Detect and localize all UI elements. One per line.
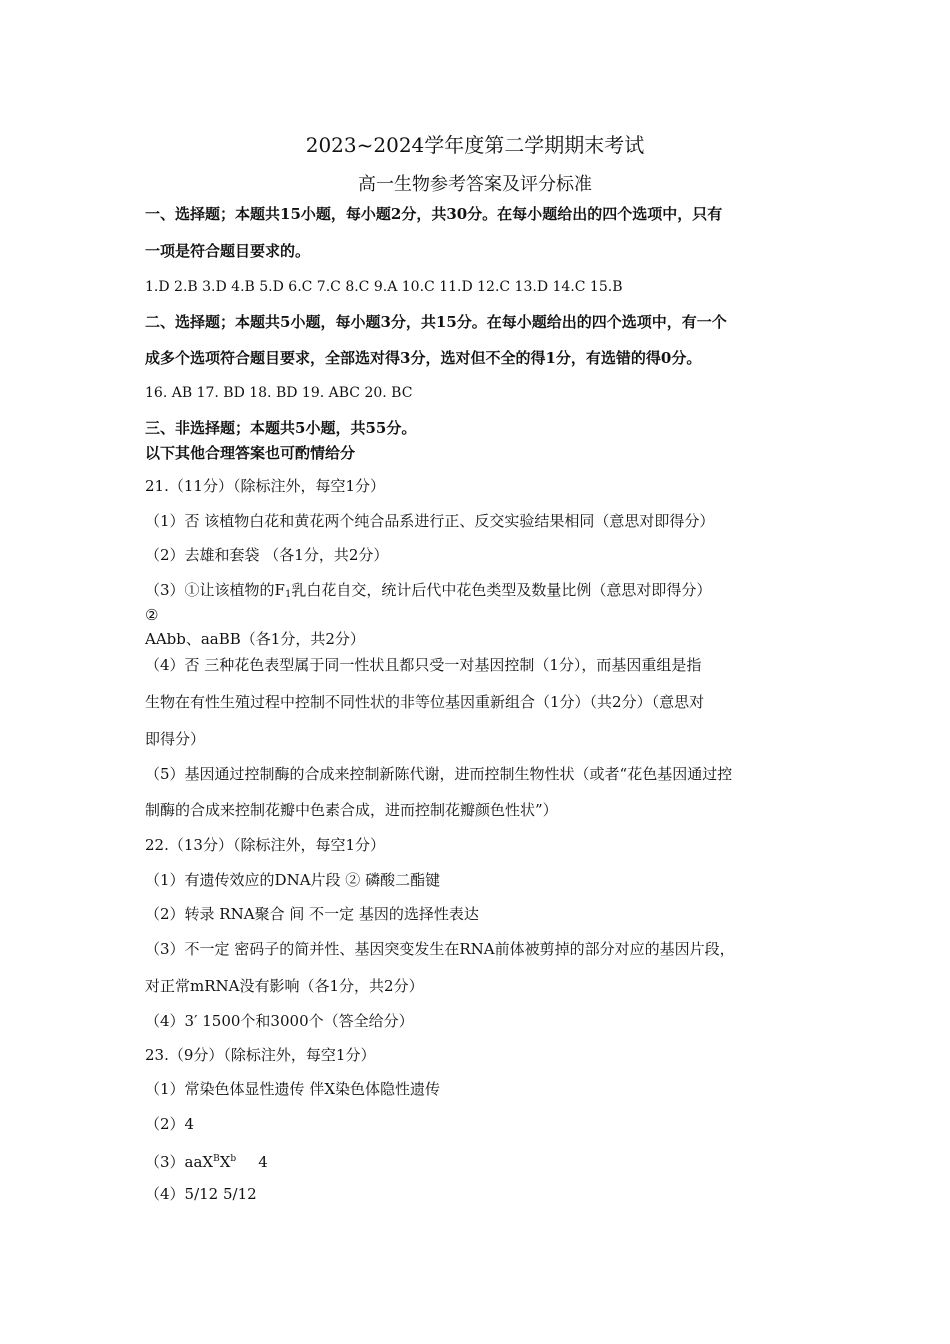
q21-header: 21.（11分）（除标注外，每空1分） <box>145 477 385 495</box>
section3-note: 以下其他合理答案也可酌情给分 <box>145 444 356 462</box>
q21-answer-3-sub: 1 <box>284 589 292 600</box>
q23-answer-3-label: （3）aaX <box>145 1153 214 1171</box>
q21-answer-3b: AAbb、aaBB（各1分，共2分） <box>145 630 365 648</box>
q22-answer-1: （1）有遗传效应的DNA片段 ② 磷酸二酯键 <box>145 871 441 889</box>
q22-header: 22.（13分）（除标注外，每空1分） <box>145 836 385 854</box>
q23-answer-3-mid: X <box>219 1153 231 1171</box>
q23-answer-2: （2）4 <box>145 1115 195 1133</box>
section2-heading-line2: 成多个选项符合题目要求，全部选对得3分，选对但不全的得1分，有选错的得0分。 <box>145 349 702 367</box>
section1-answers: 1.D 2.B 3.D 4.B 5.D 6.C 7.C 8.C 9.A 10.C 11.D 12.C 13.D 14.C 15.B <box>145 279 623 295</box>
q23-answer-3-sup1: B <box>213 1154 220 1164</box>
section2-answers: 16. AB 17. BD 18. BD 19. ABC 20. BC <box>145 385 413 401</box>
q23-answer-4: （4）5/12 5/12 <box>145 1185 257 1203</box>
section1-heading-line2: 一项是符合题目要求的。 <box>145 242 311 260</box>
q23-answer-3-value: 4 <box>258 1153 268 1171</box>
q23-header: 23.（9分）（除标注外，每空1分） <box>145 1046 376 1064</box>
q21-answer-3-pre: （3）①让该植物的F <box>145 581 285 599</box>
section3-heading: 三、非选择题；本题共5小题，共55分。 <box>145 419 417 437</box>
q21-answer-1: （1）否 该植物白花和黄花两个纯合品系进行正、反交实验结果相同（意思对即得分） <box>145 512 715 530</box>
section2-heading-line1: 二、选择题；本题共5小题，每小题3分，共15分。在每小题给出的四个选项中，有一个 <box>145 313 727 331</box>
q23-answer-3 <box>145 1149 268 1172</box>
q22-answer-2: （2）转录 RNA聚合 间 不一定 基因的选择性表达 <box>145 905 479 923</box>
q21-answer-4-line1: （4）否 三种花色表型属于同一性状且都只受一对基因控制（1分），而基因重组是指 <box>145 656 702 674</box>
q22-answer-4: （4）3′ 1500个和3000个（答全给分） <box>145 1012 414 1030</box>
page-title: 2023~2024学年度第二学期期末考试 <box>305 133 645 157</box>
q21-answer-3-mark: ② <box>145 606 159 624</box>
q21-answer-4-line3: 即得分） <box>145 730 206 748</box>
q21-answer-5-line2: 制酶的合成来控制花瓣中色素合成，进而控制花瓣颜色性状”） <box>145 801 558 819</box>
q23-answer-1: （1）常染色体显性遗传 伴X染色体隐性遗传 <box>145 1080 440 1098</box>
q21-answer-4-line2: 生物在有性生殖过程中控制不同性状的非等位基因重新组合（1分）（共2分）（意思对 <box>145 693 705 711</box>
q21-answer-3 <box>145 580 711 605</box>
q21-answer-2: （2）去雄和套袋 （各1分，共2分） <box>145 546 389 564</box>
q23-answer-3-sup2: b <box>230 1154 237 1164</box>
q21-answer-3-post: 乳白花自交，统计后代中花色类型及数量比例（意思对即得分） <box>291 581 712 599</box>
q22-answer-3-line1: （3）不一定 密码子的简并性、基因突变发生在RNA前体被剪掉的部分对应的基因片段， <box>145 940 735 958</box>
q22-answer-3-line2: 对正常mRNA没有影响（各1分，共2分） <box>145 977 424 995</box>
page-subtitle: 高一生物参考答案及评分标准 <box>358 174 592 195</box>
q21-answer-5-line1: （5）基因通过控制酶的合成来控制新陈代谢，进而控制生物性状（或者“花色基因通过控 <box>145 765 733 783</box>
section1-heading-line1: 一、选择题；本题共15小题，每小题2分，共30分。在每小题给出的四个选项中，只有 <box>145 205 723 223</box>
